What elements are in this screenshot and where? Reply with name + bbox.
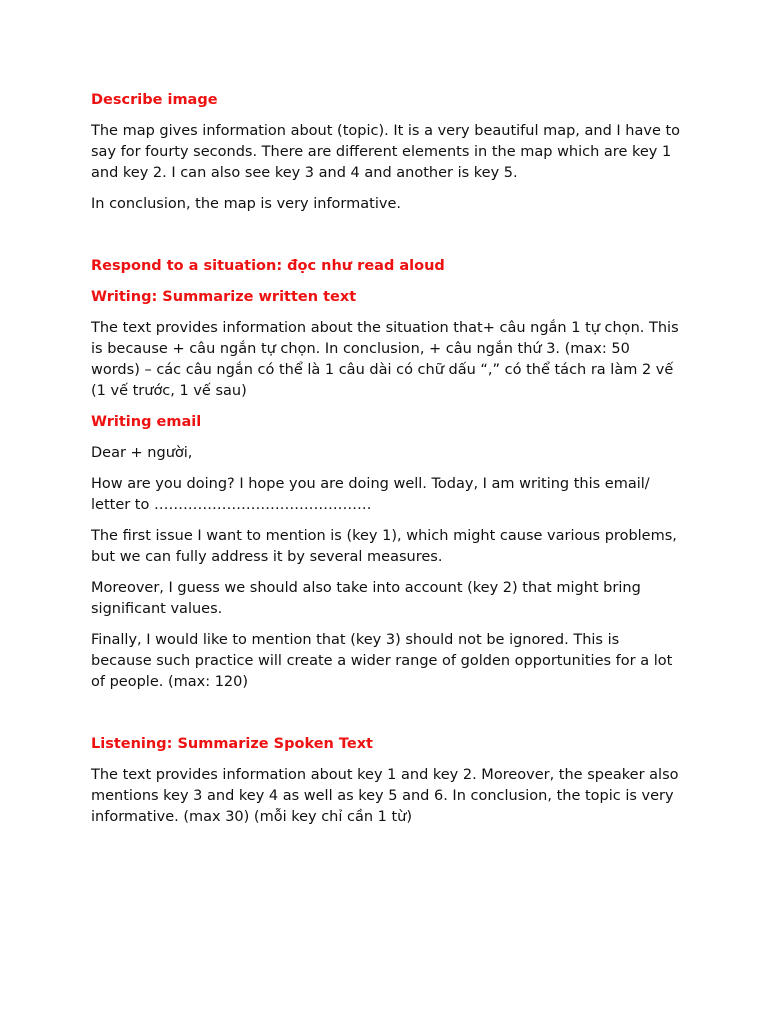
spacer [91,225,681,256]
section-heading-writing-email: Writing email [91,414,202,430]
summarize-written-paragraph: The text provides information about the situation that+ câu ngắn 1 tự chọn. This is because + câu ngắn tự chọn. In conclusion, + câu ngắn thứ 3. (max: 50 words) – các câu ngắn có thể là 1 câu dài có chữ dấu “,” có thể tách ra làm 2 vế (1 vế trước, 1 vế sau) [91,320,679,399]
email-greeting: Dear + người, [91,445,193,461]
spacer [91,703,681,734]
email-paragraph-opening: How are you doing? I hope you are doing well. Today, I am writing this email/ letter to ……………………………………… [91,476,650,513]
describe-image-paragraph-1: The map gives information about (topic). It is a very beautiful map, and I have to say for fourty seconds. There are different elements in the map which are key 1 and key 2. I can also see key 3 and 4 and another is key 5. [91,123,681,181]
describe-image-paragraph-2: In conclusion, the map is very informative. [91,196,401,212]
section-heading-summarize-spoken: Listening: Summarize Spoken Text [91,736,373,752]
section-heading-describe-image: Describe image [91,92,218,108]
document-page [91,90,681,838]
email-paragraph-key-2: Moreover, I guess we should also take into account (key 2) that might bring significant values. [91,580,641,617]
email-paragraph-key-3: Finally, I would like to mention that (key 3) should not be ignored. This is because such practice will create a wider range of golden opportunities for a lot of people. (max: 120) [91,632,673,690]
email-paragraph-key-1: The first issue I want to mention is (key 1), which might cause various problems, but we can fully address it by several measures. [91,528,677,565]
section-heading-respond-situation: Respond to a situation: đọc như read aloud [91,258,445,274]
summarize-spoken-paragraph: The text provides information about key 1 and key 2. Moreover, the speaker also mentions key 3 and key 4 as well as key 5 and 6. In conclusion, the topic is very informative. (max 30) (mỗi key chỉ cần 1 từ) [91,767,679,825]
section-heading-summarize-written: Writing: Summarize written text [91,289,357,305]
